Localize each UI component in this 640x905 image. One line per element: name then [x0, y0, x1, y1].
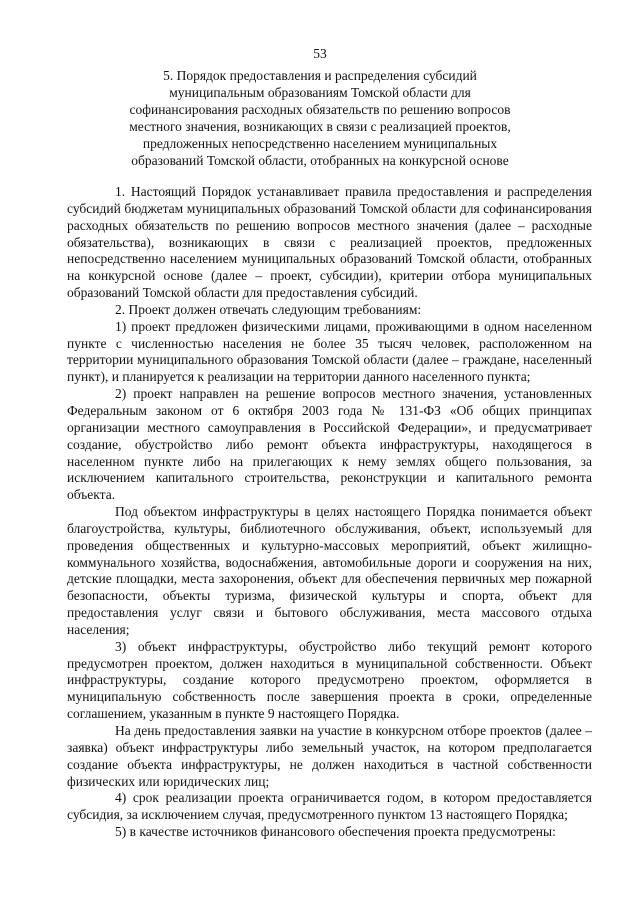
heading-line: местного значения, возникающих в связи с реализацией проектов,: [129, 119, 511, 134]
paragraph-item-4: 4) срок реализации проекта ограничивается годом, в котором предоставляется субсидия, за исключением случая, предусмотренного пунктом 13 настоящего Порядка;: [67, 790, 592, 823]
paragraph-clause-1: 1. Настоящий Порядок устанавливает правила предоставления и распределения субсидий бюджетам муниципальных образований Томской области для софинансирования расходных обязательств по решению вопросов местного значения (далее – расходные обязательства), возникающих в связи с реализацией проектов, предложенных непосредственно населением муниципальных образований Томской области, отобранных на конкурсной основе (далее – проект, субсидии), критерии отбора муниципальных образований Томской области для предоставления субсидий.: [67, 184, 592, 301]
paragraph-item-1: 1) проект предложен физическими лицами, проживающими в одном населенном пункте с численностью населения не более 35 тысяч человек, расположенном на территории муниципального образования Томской области (далее – граждане, населенный пункт), и планируется к реализации на территории данного населенного пункта;: [67, 318, 592, 385]
heading-line: муниципальным образованиям Томской области для: [169, 85, 471, 100]
paragraph-infrastructure-definition: Под объектом инфраструктуры в целях настоящего Порядка понимается объект благоустройства, культуры, библиотечного обслуживания, объект, используемый для проведения общественных и культурно-массовых мероприятий, объект жилищно-коммунального хозяйства, водоснабжения, автомобильные дороги и сооружения на них, детские площадки, места захоронения, объект для обеспечения первичных мер пожарной безопасности, объекты туризма, физической культуры и спорта, объект для предоставления услуг связи и бытового обслуживания, места массового отдыха населения;: [67, 504, 592, 637]
page-number: 53: [313, 46, 327, 61]
section-heading: [0, 67, 640, 169]
paragraph-clause-2: 2. Проект должен отвечать следующим требованиям:: [115, 301, 422, 317]
heading-line: предложенных непосредственно населением муниципальных: [142, 136, 498, 151]
paragraph-item-3: 3) объект инфраструктуры, обустройство либо текущий ремонт которого предусмотрен проектом, должен находиться в муниципальной собственности. Объект инфраструктуры, создание которого предусмотрено проектом, оформляется в муниципальную собственность после завершения проекта в сроки, определенные соглашением, указанным в пункте 9 настоящего Порядка.: [67, 638, 592, 722]
heading-line: софинансирования расходных обязательств по решению вопросов: [129, 102, 511, 117]
document-body: [67, 184, 592, 841]
heading-line: образований Томской области, отобранных на конкурсной основе: [131, 153, 509, 168]
heading-line: 5. Порядок предоставления и распределения субсидий: [163, 68, 477, 83]
paragraph-application-date: На день предоставления заявки на участие в конкурсном отборе проектов (далее – заявка) объект инфраструктуры либо земельный участок, на котором предполагается создание объекта инфраструктуры, не должен находиться в частной собственности физических или юридических лиц;: [67, 723, 592, 789]
paragraph-item-5: 5) в качестве источников финансового обеспечения проекта предусмотрены:: [115, 824, 556, 840]
paragraph-item-2: 2) проект направлен на решение вопросов местного значения, установленных Федеральным законом от 6 октября 2003 года № 131-ФЗ «Об общих принципах организации местного самоуправления в Российской Федерации», и предусматривает создание, обустройство либо ремонт объекта инфраструктуры, находящегося в населенном пункте либо на прилегающих к нему землях общего пользования, за исключением капитального строительства, реконструкции и капитального ремонта объекта.: [67, 386, 592, 503]
